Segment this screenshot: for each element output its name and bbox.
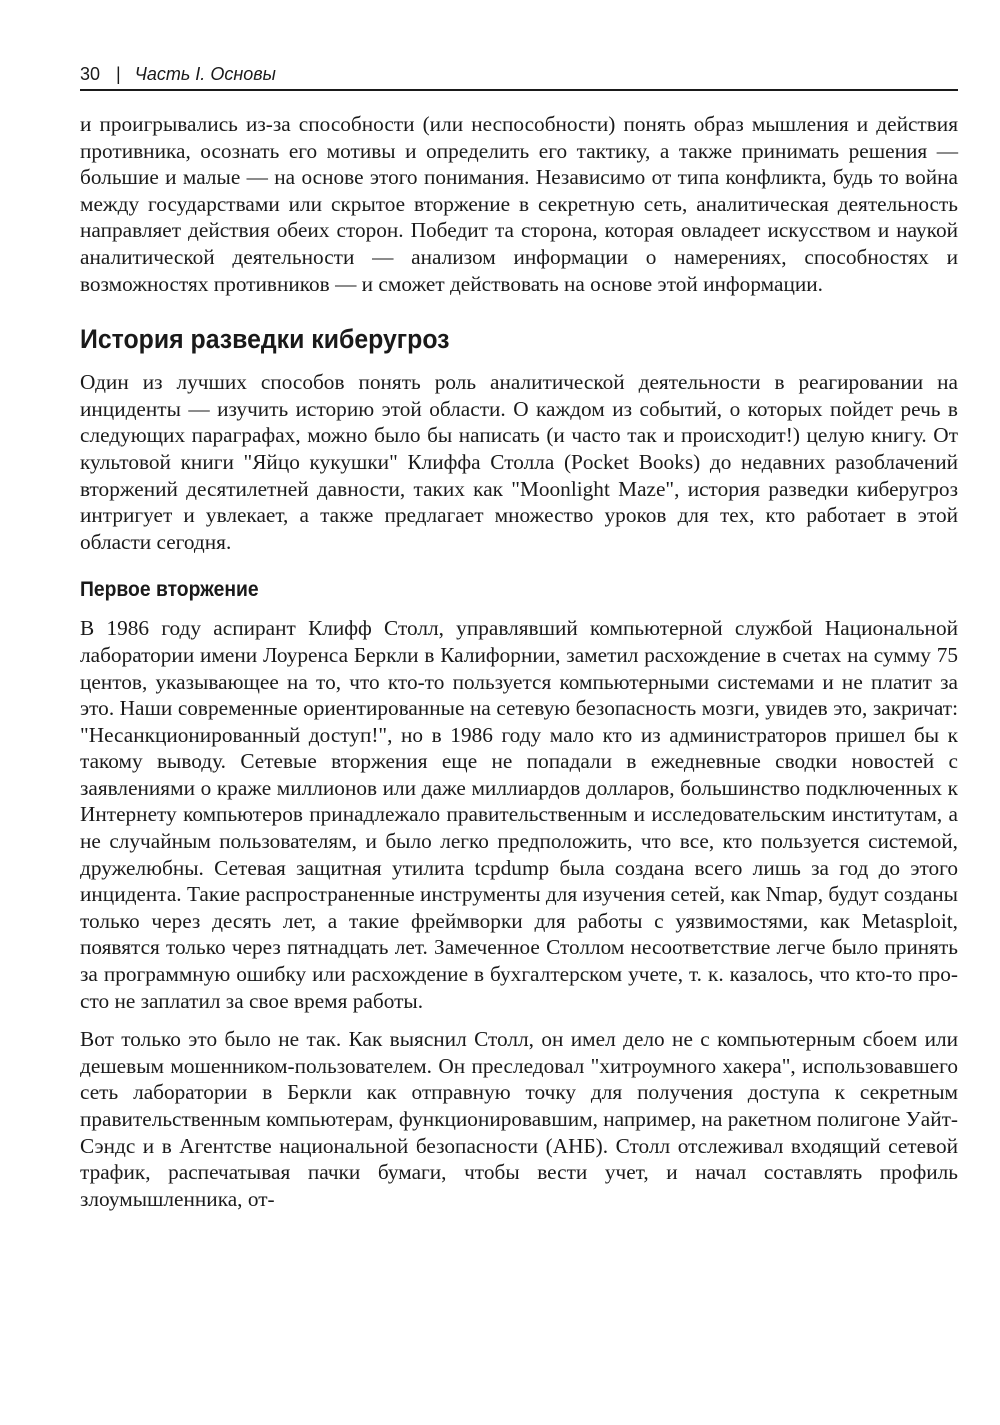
section-heading: История разведки киберугроз <box>80 324 450 355</box>
subsection-paragraph-2: Вот только это было не так. Как выяснил Столл, он имел дело не с компьютерным сбоем или дешевым мошенником-пользователем. Он преследовал "хитроумного хакера", использовавшего сеть лаборатории в Беркли как отправную точку для получения доступа к секретным правительственным компьютерам, функционировавшим, например, на ракетном полигоне Уайт-Сэндс и в Агентстве национальной безопасности (АНБ). Столл отслеживал входящий сетевой трафик, распечатывая пачки бумаги, чтобы вести учет, и начал составлять профиль злоумышленника, от- <box>80 1027 958 1211</box>
section-paragraph: Один из лучших способов понять роль аналитической деятельности в реагировании на инциденты — изучить историю этой области. О каждом из событий, о которых пойдет речь в следующих параграфах, можно было бы написать (и часто так и происходит!) целую книгу. От культовой книги "Яйцо кукушки" Клиффа Столла (Pocket Books) до недавних разоблачений вторжений десятилетней давности, таких как "Moonlight Maze", история разведки киберугроз интригует и увлекает, а также предлагает множество уроков для тех, кто работает в этой области сегодня. <box>80 370 958 554</box>
subsection-heading: Первое вторжение <box>80 578 259 602</box>
part-title: Часть I. Основы <box>134 64 276 84</box>
subsection-paragraph-1: В 1986 году аспирант Клифф Столл, управлявший компьютерной службой Национальной лаборатории имени Лоуренса Беркли в Калифорнии, заметил расхождение в счетах на сумму 75 центов, указывающее на то, что кто-то пользуется компьютерными системами и не платит за это. Наши современные ориентированные на сетевую безопасность мозги, увидев это, закричат: "Несанкционированный доступ!", но в 1986 году мало кто из администраторов пришел бы к такому выводу. Сетевые вторжения еще не попадали в ежедневные сводки новостей с заявлениями о краже миллионов или даже миллиардов долларов, большинство подключенных к Интернету компьютеров принадлежало правительственным и исследовательским институтам, а не случайным пользователям, и было легко предположить, что все, кто пользуется системой, дружелюбны. Сетевая защитная утилита tcpdump была создана всего лишь за год до этого инцидента. Такие распространенные инструменты для изучения сетей, как Nmap, будут созданы только через десять лет, а такие фреймворки для работы с уязвимостями, как Metasploit, появятся только через пятнадцать лет. Замеченное Столлом несоответствие легче было принять за программную ошибку или расхождение в бухгалтерском учете, т. к. казалось, что кто-то просто не заплатил за свое время работы. <box>80 616 958 1013</box>
page-number: 30 <box>80 64 101 84</box>
intro-paragraph: и проигрывались из-за способности (или неспособности) понять образ мышления и действия противника, осознать его мотивы и определить его тактику, а также принимать решения — большие и малые — на основе этого понимания. Независимо от типа конфликта, будь то война между государствами или скрытое вторжение в секретную сеть, аналитическая деятельность направляет действия обеих сторон. Победит та сторона, которая овладеет искусством и наукой аналитической деятельности — анализом информации о намерениях, способностях и возможностях противников — и сможет действовать на основе этой информации. <box>80 112 958 296</box>
book-page <box>80 62 958 1212</box>
header-separator: | <box>116 64 121 84</box>
running-header <box>80 62 958 91</box>
